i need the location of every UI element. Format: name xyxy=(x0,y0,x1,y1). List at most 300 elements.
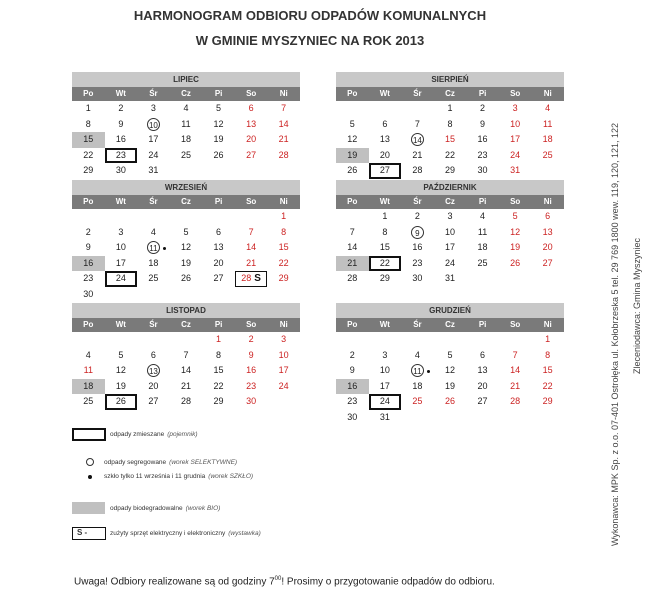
day-cell: 8 xyxy=(382,226,388,237)
empty-cell xyxy=(72,332,105,348)
day-cell: 14 xyxy=(347,242,358,252)
weekday-label: Ni xyxy=(279,197,288,206)
weekday-label: Cz xyxy=(181,89,191,98)
day-cell: 10 xyxy=(444,226,455,237)
day-cell: 22 xyxy=(278,257,289,268)
legend-mixed-label: odpady zmieszane xyxy=(110,431,165,438)
day-cell: 12 xyxy=(180,242,191,252)
day-cell: 22 xyxy=(369,256,402,272)
day-cell: 23 xyxy=(246,380,257,391)
day-cell: 26 xyxy=(347,165,358,175)
month-name: PAŹDZIERNIK xyxy=(336,180,564,195)
legend-seg-label: odpady segregowane xyxy=(104,458,167,466)
calendar-wrzesien xyxy=(72,180,300,302)
calendar-lipiec xyxy=(72,72,300,179)
month-name: WRZESIEŃ xyxy=(72,180,300,195)
day-cell: 24 xyxy=(105,271,138,287)
day-cell: 16 xyxy=(412,242,423,252)
day-cell: 13 xyxy=(246,118,257,129)
day-cell: 28 xyxy=(278,149,289,160)
day-cell: 15 xyxy=(213,365,224,375)
day-cell: 19 xyxy=(444,380,455,391)
weekday-label: Śr xyxy=(413,320,422,329)
day-cell: 4 xyxy=(545,103,551,113)
day-cell: 12 xyxy=(115,365,126,375)
weekday-header xyxy=(336,87,564,101)
empty-cell xyxy=(369,101,402,117)
weekday-label: Wt xyxy=(379,197,390,206)
day-cell: 13 xyxy=(379,134,390,144)
day-cell: 8 xyxy=(85,118,91,129)
day-cell: 25 xyxy=(477,257,488,268)
day-cell: 5 xyxy=(349,118,355,129)
month-name: GRUDZIEŃ xyxy=(336,303,564,318)
day-cell: 26 xyxy=(105,394,138,410)
day-cell: 13 xyxy=(542,226,553,237)
day-cell: 8 xyxy=(281,226,287,237)
day-cell: 24 xyxy=(278,380,289,391)
weekday-label: Ni xyxy=(279,320,288,329)
weekday-label: Cz xyxy=(181,320,191,329)
weekday-header xyxy=(72,195,300,209)
day-cell: 13 xyxy=(477,365,488,375)
day-cell xyxy=(137,363,170,379)
day-cell: 18 xyxy=(412,380,423,391)
day-grid xyxy=(336,101,564,179)
day-cell: 15 xyxy=(278,242,289,252)
day-cell: 13 xyxy=(213,242,224,252)
day-cell: 3 xyxy=(150,103,156,113)
day-cell: 24 xyxy=(510,149,521,160)
day-cell: 1 xyxy=(281,211,287,221)
page-subtitle: W GMINIE MYSZYNIEC NA ROK 2013 xyxy=(195,33,425,48)
calendar-sierpien xyxy=(336,72,564,179)
footer-note xyxy=(74,576,495,587)
day-cell: 9 xyxy=(480,118,486,129)
day-cell: 18 xyxy=(180,134,191,144)
day-cell: 16 xyxy=(246,365,257,375)
weekday-label: Śr xyxy=(413,197,422,206)
day-cell: 7 xyxy=(414,118,420,129)
client-info: Zleceniodawca: Gmina Myszyniec xyxy=(632,237,642,374)
day-cell: 21 xyxy=(246,257,257,268)
empty-cell xyxy=(434,332,467,348)
day-cell: 26 xyxy=(510,257,521,268)
weekday-label: Wt xyxy=(379,89,390,98)
weekday-header xyxy=(72,318,300,332)
day-cell: 20 xyxy=(148,380,159,391)
legend-ewaste-label: zużyty sprzęt elektryczny i elektroniczny xyxy=(110,530,226,537)
mixed-swatch xyxy=(72,428,106,441)
day-cell: 5 xyxy=(512,211,518,221)
day-cell: 28 xyxy=(180,396,191,406)
note-sup: 00 xyxy=(274,576,282,582)
weekday-label: Wt xyxy=(379,320,390,329)
day-cell: 15 xyxy=(72,132,105,148)
weekday-label: Cz xyxy=(445,197,455,206)
day-cell: 23 xyxy=(105,148,138,164)
day-cell: 21 xyxy=(278,134,289,144)
day-cell: 16 xyxy=(72,256,105,272)
day-cell: 15 xyxy=(379,242,390,252)
legend-bio-hint: (worek BIO) xyxy=(185,504,221,512)
day-cell: 11 xyxy=(181,118,191,129)
day-cell: 1 xyxy=(216,334,222,344)
day-cell: 17 xyxy=(115,257,126,268)
day-cell: 28 xyxy=(347,273,358,283)
day-cell: 16 xyxy=(115,134,126,144)
day-cell: 28 xyxy=(412,165,423,175)
day-cell: 10 xyxy=(379,365,390,375)
day-cell: 3 xyxy=(382,349,388,360)
day-cell: 17 xyxy=(278,365,289,375)
day-cell: 2 xyxy=(349,349,355,360)
page-title: HARMONOGRAM ODBIORU ODPADÓW KOMUNALNYCH xyxy=(133,8,487,23)
empty-cell xyxy=(72,209,105,225)
day-cell: 14 xyxy=(278,118,289,129)
empty-cell xyxy=(499,332,532,348)
day-cell: 7 xyxy=(281,103,287,113)
weekday-header xyxy=(336,195,564,209)
weekday-label: Śr xyxy=(149,89,158,98)
legend-glass-hint: (worek SZKŁO) xyxy=(208,473,254,480)
day-cell: 12 xyxy=(213,118,224,129)
legend-glass-label: szkło tylko 11 września i 11 grudnia xyxy=(104,473,206,480)
day-cell: 23 xyxy=(412,257,423,268)
legend-ewaste xyxy=(72,527,261,540)
day-cell: 2 xyxy=(85,226,91,237)
weekday-header xyxy=(336,318,564,332)
empty-cell xyxy=(336,101,369,117)
day-cell: 3 xyxy=(281,334,287,344)
weekday-label: Śr xyxy=(149,320,158,329)
day-cell: 7 xyxy=(248,226,254,237)
day-grid xyxy=(72,332,300,410)
legend-mixed xyxy=(72,428,198,441)
day-cell: 19 xyxy=(115,380,126,391)
day-cell: 7 xyxy=(349,226,355,237)
legend-mixed-hint: (pojemnik) xyxy=(167,431,198,438)
weekday-label: Wt xyxy=(115,320,126,329)
day-cell: 27 xyxy=(542,257,553,268)
day-cell: 6 xyxy=(216,226,222,237)
day-cell: 5 xyxy=(216,103,222,113)
day-cell: 16 xyxy=(336,379,369,395)
weekday-label: So xyxy=(246,197,257,206)
weekday-label: Cz xyxy=(445,320,455,329)
day-cell: 27 xyxy=(477,396,488,406)
weekday-label: Po xyxy=(347,89,358,98)
day-cell: 6 xyxy=(480,349,486,360)
day-cell: 14 xyxy=(510,365,521,375)
day-cell: 23 xyxy=(477,149,488,160)
month-name: LIPIEC xyxy=(72,72,300,87)
weekday-label: Po xyxy=(83,197,94,206)
day-cell: 26 xyxy=(444,396,455,406)
day-cell: 27 xyxy=(369,163,402,179)
circle-icon xyxy=(86,458,94,466)
legend-ewaste-hint: (wystawka) xyxy=(228,530,261,537)
day-cell: 11 xyxy=(83,365,93,375)
day-cell: 22 xyxy=(542,380,553,391)
day-cell: 30 xyxy=(347,411,358,422)
weekday-label: Po xyxy=(347,320,358,329)
segregated-circle: 13 xyxy=(147,364,160,377)
empty-cell xyxy=(105,209,138,225)
calendar-listopad xyxy=(72,303,300,410)
weekday-label: Pi xyxy=(214,320,223,329)
day-cell: 1 xyxy=(85,103,91,113)
day-cell: 2 xyxy=(480,103,486,113)
ewaste-swatch: S - xyxy=(72,527,106,540)
day-cell: 25 xyxy=(180,149,191,160)
segregated-circle: 11 xyxy=(411,364,424,377)
day-cell: 31 xyxy=(510,165,521,175)
day-cell: 1 xyxy=(545,334,551,344)
day-cell: 26 xyxy=(213,149,224,160)
weekday-label: Wt xyxy=(115,197,126,206)
side-text xyxy=(600,6,656,551)
day-cell: 29 xyxy=(444,165,455,175)
empty-cell xyxy=(202,209,235,225)
empty-cell xyxy=(401,332,434,348)
day-cell: 6 xyxy=(150,349,156,360)
day-cell: 3 xyxy=(118,226,124,237)
weekday-label: Ni xyxy=(543,197,552,206)
empty-cell xyxy=(401,101,434,117)
weekday-label: Wt xyxy=(115,89,126,98)
day-cell: 19 xyxy=(213,134,224,144)
day-cell: 30 xyxy=(246,396,257,406)
weekday-label: Pi xyxy=(478,320,487,329)
legend-bio xyxy=(72,502,220,514)
day-cell: 8 xyxy=(447,118,453,129)
day-cell: 7 xyxy=(183,349,189,360)
day-cell: 18 xyxy=(148,257,159,268)
contractor-info: Wykonawca: MPK Sp. z o.o. 07-401 Ostrołęka ul. Kołobrzeska 5 tel. 29 769 1800 wew. 119, 120, 121, 122 xyxy=(610,122,620,546)
day-cell xyxy=(137,117,170,133)
day-cell: 2 xyxy=(118,103,124,113)
calendar-grudzien xyxy=(336,303,564,425)
day-cell: 6 xyxy=(545,211,551,221)
segregated-circle: 14 xyxy=(411,133,424,146)
day-cell: 20 xyxy=(246,134,257,144)
day-cell: 21 xyxy=(180,380,191,391)
segregated-circle: 11 xyxy=(147,241,160,254)
weekday-label: Śr xyxy=(149,197,158,206)
day-cell: 1 xyxy=(447,103,453,113)
day-cell: 29 xyxy=(83,165,94,175)
day-cell: 5 xyxy=(447,349,453,360)
day-cell xyxy=(401,363,434,379)
dot-icon xyxy=(88,475,92,479)
day-cell: 19 xyxy=(336,148,369,164)
day-cell: 29 xyxy=(542,396,553,406)
day-cell: 19 xyxy=(510,242,521,252)
legend-seg xyxy=(86,458,237,466)
empty-cell xyxy=(137,209,170,225)
day-grid xyxy=(72,101,300,179)
day-cell: 7 xyxy=(512,349,518,360)
day-cell: 20 xyxy=(477,380,488,391)
day-cell: 3 xyxy=(447,211,453,221)
day-cell: 1 xyxy=(382,211,388,221)
day-cell: 27 xyxy=(148,396,159,406)
day-cell: 31 xyxy=(148,165,159,175)
note-text-start: Uwaga! Odbiory realizowane są od godziny 7 xyxy=(74,576,275,588)
day-cell: 24 xyxy=(444,257,455,268)
day-cell: 8 xyxy=(216,349,222,360)
day-cell: 25 xyxy=(542,149,553,160)
month-name: LISTOPAD xyxy=(72,303,300,318)
day-cell: 29 xyxy=(278,273,289,283)
day-cell: 12 xyxy=(444,365,455,375)
day-cell: 6 xyxy=(382,118,388,129)
day-cell: 20 xyxy=(542,242,553,252)
day-grid xyxy=(336,332,564,425)
day-cell: 11 xyxy=(542,118,553,129)
day-cell: 15 xyxy=(444,134,455,144)
weekday-label: Po xyxy=(347,197,358,206)
day-cell: 27 xyxy=(246,149,257,160)
day-cell: 14 xyxy=(246,242,257,252)
weekday-label: Pi xyxy=(478,89,487,98)
day-cell: 21 xyxy=(412,149,423,160)
day-cell: 20 xyxy=(379,149,390,160)
segregated-circle: 10 xyxy=(147,118,160,131)
day-cell: 31 xyxy=(444,273,455,283)
empty-cell xyxy=(170,332,203,348)
day-cell: 9 xyxy=(85,242,91,252)
day-cell: 28 xyxy=(510,396,521,406)
legend-glass xyxy=(88,473,253,480)
day-cell: 30 xyxy=(412,273,423,283)
day-cell: 10 xyxy=(510,118,521,129)
day-cell: 4 xyxy=(150,226,156,237)
day-cell: 30 xyxy=(477,165,488,175)
weekday-label: Po xyxy=(83,89,94,98)
day-cell: 4 xyxy=(480,211,486,221)
day-cell: 4 xyxy=(183,103,189,113)
day-cell: 25 xyxy=(148,273,159,283)
day-cell: 22 xyxy=(444,149,455,160)
weekday-label: Cz xyxy=(181,197,191,206)
day-cell: 23 xyxy=(347,396,358,406)
day-cell: 12 xyxy=(347,134,358,144)
day-cell: 23 xyxy=(83,273,94,283)
day-grid xyxy=(72,209,300,302)
day-cell: 29 xyxy=(213,396,224,406)
weekday-label: So xyxy=(246,89,257,98)
day-cell: 9 xyxy=(349,365,355,375)
empty-cell xyxy=(137,332,170,348)
day-cell: 17 xyxy=(444,242,455,252)
weekday-label: Po xyxy=(83,320,94,329)
day-cell: 24 xyxy=(148,149,159,160)
day-cell: 9 xyxy=(248,349,254,360)
day-grid xyxy=(336,209,564,287)
day-cell: 25 xyxy=(83,396,94,406)
day-cell: 25 xyxy=(412,396,423,406)
day-cell: 26 xyxy=(180,273,191,283)
day-cell: 17 xyxy=(379,380,390,391)
day-cell: 4 xyxy=(85,349,91,360)
weekday-label: Śr xyxy=(413,89,422,98)
day-cell: 18 xyxy=(477,242,488,252)
empty-cell xyxy=(105,332,138,348)
day-cell: 12 xyxy=(510,226,521,237)
empty-cell xyxy=(235,209,268,225)
day-cell: 10 xyxy=(278,349,289,360)
weekday-label: So xyxy=(510,89,521,98)
day-cell: 21 xyxy=(336,256,369,272)
day-cell: 27 xyxy=(213,273,224,283)
day-cell: 22 xyxy=(83,149,94,160)
day-cell: 8 xyxy=(545,349,551,360)
day-cell: 21 xyxy=(510,380,521,391)
day-cell: 3 xyxy=(512,103,518,113)
day-cell: 11 xyxy=(477,226,488,237)
day-cell: 6 xyxy=(248,103,254,113)
day-cell: 17 xyxy=(510,134,521,144)
day-cell: 17 xyxy=(148,134,159,144)
day-cell xyxy=(401,225,434,241)
empty-cell xyxy=(336,209,369,225)
day-cell: 20 xyxy=(213,257,224,268)
empty-cell xyxy=(170,209,203,225)
legend-seg-hint: (worek SELEKTYWNE) xyxy=(169,458,238,466)
weekday-header xyxy=(72,87,300,101)
day-cell: 22 xyxy=(213,380,224,391)
day-cell: 14 xyxy=(180,365,191,375)
weekday-label: Pi xyxy=(214,197,223,206)
empty-cell xyxy=(336,332,369,348)
day-cell: 18 xyxy=(72,379,105,395)
weekday-label: So xyxy=(246,320,257,329)
day-cell: 31 xyxy=(379,411,390,422)
day-cell: 30 xyxy=(83,288,94,299)
calendar-pazdziernik xyxy=(336,180,564,287)
weekday-label: Pi xyxy=(214,89,223,98)
day-cell: 5 xyxy=(118,349,124,360)
weekday-label: So xyxy=(510,320,521,329)
day-cell: 30 xyxy=(115,165,126,175)
day-cell: 4 xyxy=(414,349,420,360)
day-cell: 5 xyxy=(183,226,189,237)
empty-cell xyxy=(466,332,499,348)
empty-cell xyxy=(369,332,402,348)
day-cell: 19 xyxy=(180,257,191,268)
bio-swatch xyxy=(72,502,105,514)
day-cell: 16 xyxy=(477,134,488,144)
day-cell: 2 xyxy=(414,211,420,221)
day-cell: 9 xyxy=(118,118,124,129)
weekday-label: Cz xyxy=(445,89,455,98)
day-cell xyxy=(401,132,434,148)
weekday-label: So xyxy=(510,197,521,206)
day-cell: 2 xyxy=(248,334,254,344)
day-cell: 28 S xyxy=(235,271,268,287)
weekday-label: Ni xyxy=(543,89,552,98)
weekday-label: Pi xyxy=(478,197,487,206)
segregated-circle: 9 xyxy=(411,226,424,239)
legend-bio-label: odpady biodegradowalne xyxy=(110,504,183,512)
day-cell: 18 xyxy=(542,134,553,144)
day-cell: 24 xyxy=(369,394,402,410)
day-cell: 15 xyxy=(542,365,553,375)
day-cell: 10 xyxy=(115,242,126,252)
month-name: SIERPIEŃ xyxy=(336,72,564,87)
